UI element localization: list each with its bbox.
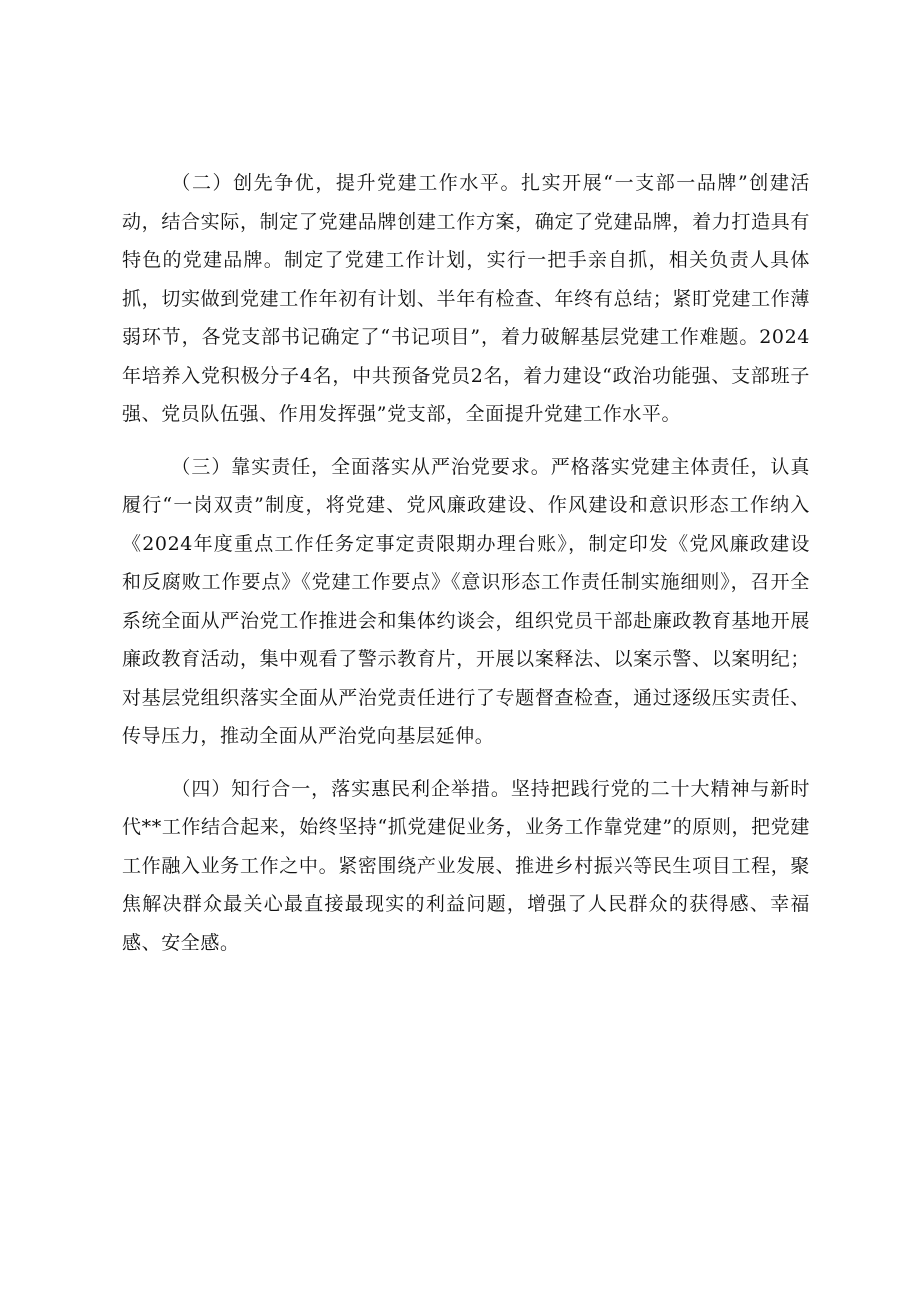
document-body — [122, 164, 810, 962]
paragraph-4 — [122, 770, 810, 963]
paragraph-2 — [122, 164, 810, 434]
paragraph-2-heading: （二）创先争优，提升党建工作水平。 — [171, 172, 522, 194]
paragraph-4-heading: （四）知行合一，落实惠民利企举措。 — [171, 777, 511, 800]
paragraph-4-text: 坚持把践行党的二十大精神与新时代**工作结合起来，始终坚持“抓党建促业务，业务工作靠党建”的原则，把党建工作融入业务工作之中。紧密围绕产业发展、推进乡村振兴等民生项目工程，聚焦解决群众最关心最直接最现实的利益问题，增强了人民群众的获得感、幸福感、安全感。 — [122, 777, 810, 954]
paragraph-3 — [122, 448, 810, 756]
paragraph-3-text: 严格落实党建主体责任，认真履行“一岗双责”制度，将党建、党风廉政建设、作风建设和意识形态工作纳入《2024年度重点工作任务定事定责限期办理台账》，制定印发《党风廉政建设和反腐败工作要点》《党建工作要点》《意识形态工作责任制实施细则》，召开全系统全面从严治党工作推进会和集体约谈会，组织党员干部赴廉政教育基地开展廉政教育活动，集中观看了警示教育片，开展以案释法、以案示警、以案明纪；对基层党组织落实全面从严治党责任进行了专题督查检查，通过逐级压实责任、传导压力，推动全面从严治党向基层延伸。 — [122, 455, 810, 747]
paragraph-2-text: 扎实开展“一支部一品牌”创建活动，结合实际，制定了党建品牌创建工作方案，确定了党建品牌，着力打造具有特色的党建品牌。制定了党建工作计划，实行一把手亲自抓，相关负责人具体抓，切实做到党建工作年初有计划、半年有检查、年终有总结；紧盯党建工作薄弱环节，各党支部书记确定了“书记项目”，着力破解基层党建工作难题。2024年培养入党积极分子4名，中共预备党员2名，着力建设“政治功能强、支部班子强、党员队伍强、作用发挥强”党支部，全面提升党建工作水平。 — [122, 172, 810, 425]
paragraph-3-heading: （三）靠实责任，全面落实从严治党要求。 — [171, 455, 551, 478]
